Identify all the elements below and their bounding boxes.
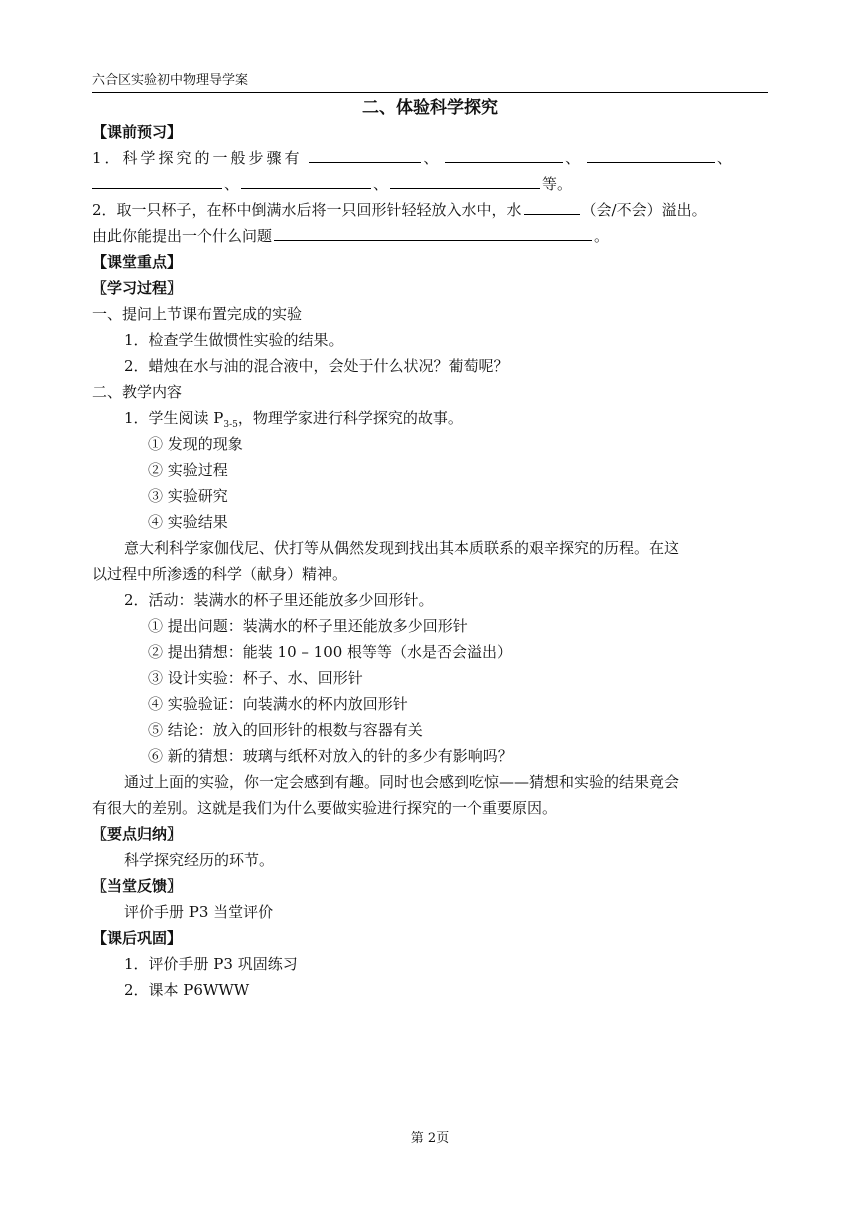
answer-blank[interactable] [92,173,222,189]
q2-line2: 由此你能提出一个什么问题 [92,227,273,245]
answer-blank[interactable] [274,225,592,241]
feedback-text: 评价手册 P3 当堂评价 [124,903,274,921]
part-1-item: 1．检查学生做惯性实验的结果。 [124,331,344,349]
q2-paren: （会/不会）溢出。 [581,201,707,219]
separator: 、 [423,149,439,167]
page-footer: 第 2页 [410,1131,450,1146]
story-paragraph-cont: 以过程中所渗透的科学（献身）精神。 [92,565,348,583]
story-step: ③ 实验研究 [148,487,228,505]
activity-step: ① 提出问题：装满水的杯子里还能放多少回形针 [148,617,468,635]
section-feedback-heading: 〖当堂反馈〗 [92,877,183,895]
activity-task: 2．活动：装满水的杯子里还能放多少回形针。 [124,591,434,609]
q1-end: 等。 [542,175,573,193]
answer-blank[interactable] [390,173,540,189]
answer-blank[interactable] [524,199,580,215]
separator: 、 [716,149,732,167]
reading-prefix: 1．学生阅读 P [124,409,224,427]
preview-question-2-cont [92,224,768,248]
activity-step: ③ 设计实验：杯子、水、回形针 [148,669,363,687]
conclusion-paragraph: 通过上面的实验，你一定会感到有趣。同时也会感到吃惊——猜想和实验的结果竟会 [124,773,680,791]
preview-question-1-cont [92,172,768,196]
section-preview-heading: 【课前预习】 [92,123,183,141]
part-2-heading: 二、教学内容 [92,383,183,401]
q2-text: 2．取一只杯子，在杯中倒满水后将一只回形针轻轻放入水中，水 [92,201,522,219]
reading-suffix: ，物理学家进行科学探究的故事。 [237,409,463,427]
q2-end: 。 [594,227,610,245]
activity-step: ② 提出猜想：能装 10 – 100 根等等（水是否会溢出） [148,643,513,661]
story-step: ① 发现的现象 [148,435,243,453]
activity-step: ④ 实验验证：向装满水的杯内放回形针 [148,695,408,713]
story-step: ② 实验过程 [148,461,228,479]
homework-item: 1．评价手册 P3 巩固练习 [124,955,298,973]
section-process-heading: 〖学习过程〗 [92,279,183,297]
activity-step: ⑤ 结论：放入的回形针的根数与容器有关 [148,721,423,739]
story-paragraph: 意大利科学家伽伐尼、伏打等从偶然发现到找出其本质联系的艰辛探究的历程。在这 [124,539,680,557]
section-summary-heading: 〖要点归纳〗 [92,825,183,843]
separator: 、 [224,175,240,193]
answer-blank[interactable] [241,173,371,189]
reading-pages-subscript: 3-5 [223,420,238,430]
answer-blank[interactable] [445,147,563,163]
activity-step: ⑥ 新的猜想：玻璃与纸杯对放入的针的多少有影响吗？ [148,747,513,765]
part-1-item: 2．蜡烛在水与油的混合液中，会处于什么状况？葡萄呢？ [124,357,509,375]
story-step: ④ 实验结果 [148,513,228,531]
part-1-heading: 一、提问上节课布置完成的实验 [92,305,303,323]
preview-question-2 [92,198,768,222]
separator: 、 [565,149,581,167]
homework-item: 2．课本 P6WWW [124,981,250,999]
conclusion-paragraph-cont: 有很大的差别。这就是我们为什么要做实验进行探究的一个重要原因。 [92,799,558,817]
section-homework-heading: 【课后巩固】 [92,929,183,947]
answer-blank[interactable] [309,147,421,163]
separator: 、 [373,175,389,193]
page-title: 二、体验科学探究 [362,98,498,118]
summary-text: 科学探究经历的环节。 [124,851,275,869]
preview-question-1 [92,146,768,170]
q1-text: 1．科学探究的一般步骤有 [92,149,303,167]
page-header: 六合区实验初中物理导学案 [92,72,768,93]
answer-blank[interactable] [587,147,715,163]
section-focus-heading: 【课堂重点】 [92,253,183,271]
